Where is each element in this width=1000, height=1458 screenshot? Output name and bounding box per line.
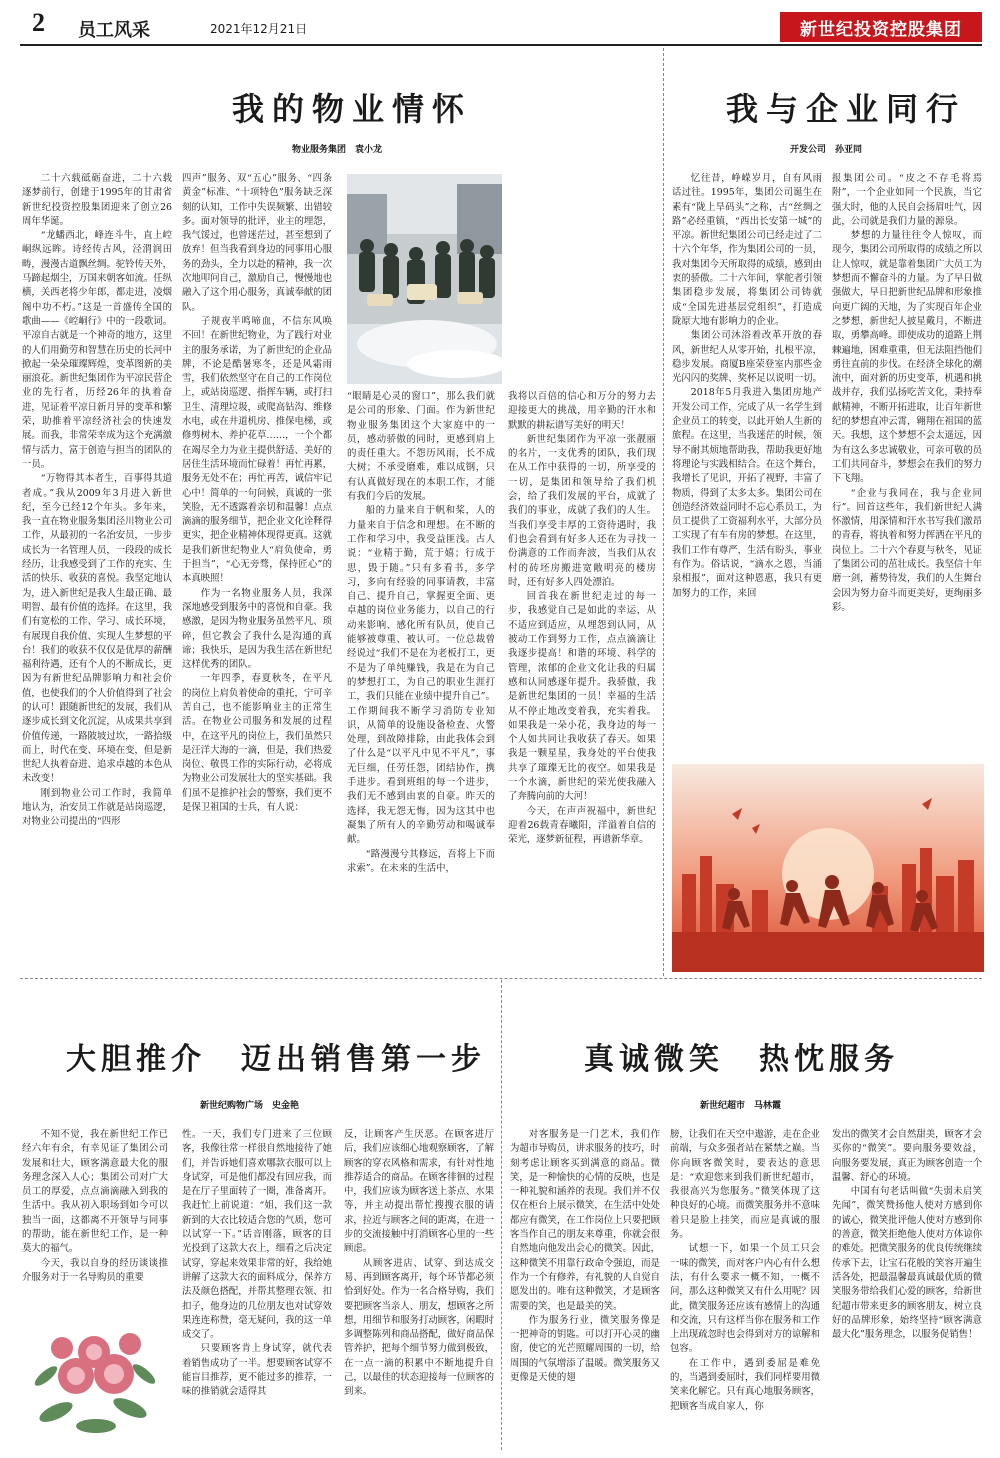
article-1-title: 我的物业情怀 [232, 90, 473, 128]
column-divider-top [663, 48, 664, 976]
article-4-title: 真诚微笑 热忱服务 [584, 1042, 899, 1077]
article-3-byline: 新世纪购物广场 史金艳 [200, 1101, 300, 1111]
column-divider-bottom [501, 980, 502, 1450]
article-3-col-1: 不知不觉，我在新世纪工作已经六年有余，有幸见证了集团公司发展和壮大，顾客满意最大化的服务理念深入人心；集团公司对广大员工的厚爱，点点滴滴融入到我的生活中。我从初入职场到如今可以独当一面，这都离不开领导与同事的帮助，能在新世纪工作，是一种莫大的福气。 今天，我以自身的经历谈谈推介服务对于一名导购员的重要 [22, 1129, 168, 1283]
article-4-col-2: 膀，让我们在天空中遨游，走在企业前端，与众多强者站在紧禁之巅。当你向顾客微笑时，要表达的意思是：“欢迎您来到我们新世纪超市，我很高兴为您服务。”微笑体现了这种良好的心境。而微笑服务并不意味着只是脸上挂笑，而应是真诚的服务。 试想一下，如果一个员工只会一味的微笑，而对客户内心有什么想法，有什么要求一概不知，一概不问，那么这种微笑又有什么用呢？因此，微笑服务还应该有感情上的沟通和交流，只有这样当你在服务和工作上出现疏忽时也会得到对方的谅解和包容。 在工作中，遇到委屈是难免的，当遇到委屈时，我们同样要用微笑来化解它。只有真心地服务顾客，把顾客当成自家人，你 [670, 1129, 820, 1412]
article-2-col-2: 报集团公司。“皮之不存毛将焉附”，一个企业如同一个民族，当它强大时，他的人民自会扬眉吐气，因此，公司就是我们力量的源泉。 梦想的力量往往令人惊叹，而现今，集团公司所取得的成绩之所以让人惊叹，就是靠着集团广大员工为梦想而不懈奋斗的力量。为了早日做强做大，早日把新世纪品牌和形象推向更广阔的天地，为了实现百年企业之梦想，新世纪人披星戴月，不断进取，勇攀高峰。即使成功的道路上荆棘遍地，困难重重，但无法阻挡他们勇往直前的步伐。在经济全球化的潮流中，面对新的历史变革，机遇和挑战并存，我们弘扬吃苦文化，秉持奉献精神，不断开拓进取，让百年新世纪的梦想直冲云霄，翱翔在祖国的蓝天。我想，这个梦想不会太遥远，因为有这么多忠诚敬业，可亲可敬的员工们共同奋斗，梦想会在我们的努力下飞翔。 “企业与我同在，我与企业同行”。回首这些年，我们新世纪人满怀激情，用深情和汗水书写我们激昂的青春，将执着和努力挥洒在平凡的岗位上。二十六个春夏与秋冬，见证了集团公司的茁壮成长。我坚信十年磨一剑，蓄势待发，我们的人生舞台会因为努力奋斗而更美好，更绚丽多彩。 [832, 173, 982, 613]
article-4-col-1: 对客服务是一门艺术，我们作为超市导购员，讲求服务的技巧，时刻考虑让顾客买到满意的商品。微笑，是一种愉快的心情的反映，也是一种礼貌和涵养的表现。我们并不仅仅在柜台上展示微笑，在生活中处处都应有微笑，在工作岗位上只要把顾客当作自己的朋友来尊重，你就会很自然地向他发出会心的微笑。因此，这种微笑不用靠行政命令强迫，而是作为一个有修养，有礼貌的人自觉自愿发出的。唯有这种微笑，才是顾客需要的笑，也是最美的笑。 作为服务行业，微笑服务像是一把神奇的钥匙。可以打开心灵的幽窗，使它的光芒照耀周围的一切，给周围的气氛增添了温暖。微笑服务又更像是天使的翅 [510, 1129, 660, 1384]
article-1-col-2: 四声”服务、双“五心”服务、“四条黄金”标准、“十项特色”服务缺乏深刻的认知，工作中失误频繁、出错较多。面对领导的批评，业主的埋怨，我气馁过，也曾迷茫过，甚至想到了放弃！但当我看到身边的同事用心服务的劲头，全力以赴的精神，我一次次地叩问自己，激励自己，慢慢地也融入了这个用心服务，真诚奉献的团队。 子规夜半鸣啼血，不信东风唤不回！在新世纪物业，为了践行对业主的服务承诺，为了新世纪的企业品牌，不论是酷暑寒冬，还是风霜雨雪，我们依然坚守在自己的工作岗位上，或站岗巡逻、指挥车辆，或打扫卫生、清理垃圾，或爬高钻沟、维修水电，或在井道机房、推保电梯，或修剪树木、养护花草……，一个个都在竭尽全力为业主提供舒适、美好的居住生活环境而忙碌着！再忙再累，服务无处不在；再忙再苦，诚信牢记心中！简单的一句问候，真诚的一张笑脸，无不透露着亲切和温馨！点点滴滴的服务细节，把企业文化诠释得更实，把企业精神体现得更真。这就是我们新世纪物业人“肩负使命，勇于担当”，“心无旁骛，保持匠心”的本真映照！ 作为一名物业服务人员，我深深地感受到服务中的喜悦和自豪。我感激，是因为物业服务虽然平凡、琐碎，但它教会了我什么是沟通的真谛；我快乐，是因为我生活在新世纪这样优秀的团队。 一年四季，春夏秋冬，在平凡的岗位上肩负着使命的重托，宁可辛苦自己，也不能影响业主的正常生活。在物业公司服务和发展的过程中，在这平凡的岗位上，我们虽然只是汪洋大海的一滴，但是，我们热爱岗位、敬畏工作的实际行动，必将成为物业公司发展壮大的坚实基础。我们虽不是推护社会的警察，我们更不是保卫祖国的士兵，有人说： [182, 173, 332, 814]
runners-poster-image [672, 764, 984, 972]
article-3-title: 大胆推介 迈出销售第一步 [66, 1042, 486, 1077]
flood-rescue-illustration [347, 174, 502, 384]
flood-rescue-photo [347, 174, 502, 384]
article-1-col-3: “眼睛是心灵的窗口”，那么我们就是公司的形象、门面。作为新世纪物业服务集团这个大家庭中的一员，感动骄傲的同时，更感到肩上的责任重大。不怨历风雨，长不成大树；不承受磨难，难以成钢，只有认真做好现在的本职工作，才能有我们今后的发展。 船的力量来自于帆和桨，人的力量来自于信念和理想。在不断的工作和学习中，我受益匪浅。古人说：“业精于勤，荒于嬉；行成于思，毁于随。”只有多看书，多学习，多向有经验的同事请教，丰富自己、提升自己，掌握更全面、更卓越的岗位业务能力，以自己的行动来影响、感化所有队员，使自己能够被尊重、被认可。一位总裁曾经说过“我们不是在为老板打工，更不是为了单纯赚钱，我是在为自己的梦想打工，为自己的职业生涯打工，我们只能在业绩中提升自己”。工作期间我不断学习消防专业知识，从简单的设施设备检查、火警处理，到故障排除，由此我体会到了什么是“以平凡中见不平凡”，事无巨细，任劳任怨，团结协作，携手进步。看到班组的每一个进步，我们无不感到由衷的自豪。昨天的选择，我无怨无悔，因为这其中也凝集了所有人的辛勤劳动和喝诚奉献。 “路漫漫兮其修远，吾将上下而求索”。在未来的生活中， [347, 391, 495, 874]
section-divider [20, 978, 982, 979]
article-3-col-3: 反，让顾客产生厌恶。在顾客进厅后，我们应该细心地观察顾客，了解顾客的穿衣风格和需求，有针对性地推荐适合的商品。在顾客徘徊的过程中，我们应该为顾客送上茶点、水果等，并主动提出帮忙搜搜衣服的请求，拉近与顾客之间的距离，在进一步的交流接触中打消顾客心里的一些顾虑。 从顾客进店、试穿、到达成交易、再到顾客离开，每个环节都必须恰到好处。作为一名合格导购，我们要把顾客当亲人、朋友，想顾客之所想，用细节和服务打动顾客，闲暇时多调整陈列和商品搭配，做好商品保管养护，把每个细节努力做到极致，在一点一滴的积累中不断地提升自己，以最佳的状态迎接每一位顾客的到来。 [344, 1129, 494, 1398]
article-4-byline: 新世纪超市 马林霞 [700, 1101, 782, 1111]
page-header [20, 8, 982, 42]
flower-drawing [26, 1316, 164, 1444]
runners-illustration [672, 764, 984, 972]
flower-illustration [26, 1316, 164, 1444]
article-3-col-2: 性。一天，我们专门进来了三位顾客，我像往常一样很自然地接待了她们，并告诉她们喜欢哪款衣服可以上身试穿，可是他们都没有回应我，而是在厅子里面转了一圈，准备离开。我赶忙上前说道：“姐，我们这一款新到的大衣比较适合您的气质，您可以试穿一下。”话音刚落，顾客的目光投到了这款大衣上，细看之后决定试穿，穿起来效果非常的好，我给她讲解了这款大衣的面料成分，保养方法及颜色搭配，并帮其整理衣领、扣扣子，他身边的几位朋友也对试穿效果连连称赞，毫无疑问，我的这一单成交了。 只要顾客肯上身试穿，就代表着销售成功了一半。想要顾客试穿不能盲目推荐，更不能过多的推荐，一味的推销就会适得其 [182, 1129, 332, 1398]
article-1-byline: 物业服务集团 袁小龙 [292, 145, 383, 155]
section-name: 员工风采 [78, 20, 150, 41]
article-2-col-1: 忆往昔，峥嵘岁月，自有风雨话过往。1995年，集团公司诞生在素有“陇上旱码头”之称，古“丝绸之路”必经重镇，“西出长安第一城”的平凉。新世纪集团公司已经走过了二十六个年华，作为集团公司的一员，我对集团今天所取得的成绩，感到由衷的骄傲。二十六年间，掌舵者引领集团稳步发展，将集团公司铸就成“全国先进基层党组织”，打造成陇原大地有影响力的企业。 集团公司沐浴着改革开放的春风，新世纪人从零开始，扎根平凉，稳步发展。商厦B座荣登室内那些金光闪闪的奖牌、奖杯足以说明一切。 2018年5月我进入集团房地产开发公司工作，完成了从一名学生到企业员工的转变，以此开始人生新的旅程。在这里，当我迷茫的时候，领导不耐其烦地帮助我，帮助我更好地将理论与实践相结合。在这个舞台，我增长了见识，开拓了视野，丰富了物质，得到了太多太多。集团公司在创造经济效益同时不忘心系员工，为员工提供了工资福利水平，大部分员工实现了有车有房的梦想。在这里，我们工作有尊严，生活有盼头，事业有作为。俗话说，“滴水之恩，当涌泉相报”，面对这种恩惠，我只有更加努力的工作，来回 [672, 173, 822, 599]
article-1-col-4: 我将以百倍的信心和万分的努力去迎接更大的挑战，用辛勤的汗水和默默的耕耘谱写美好的明天！ 新世纪集团作为平凉一张靓丽的名片，一支优秀的团队，我们现在从工作中获得的一切，所享受的一切，是集团和领导给了我们机会，给了我们发展的平台，成就了我们的事业，成就了我们的人生。当我们享受丰厚的工资待遇时，我们也会看到有好多人还在为寻找一份满意的工作而奔波，当我们从农村的砖坯房搬进宽敞明亮的楼房时，还有好多人四处漂泊。 回首我在新世纪走过的每一步，我感觉自己是如此的幸运，从不适应到适应，从埋怨到认同，从被动工作到努力工作，点点滴滴让我逐步提高！和谐的环境、科学的管理，浓郁的企业文化让我的归属感和认同感逐年提升。我骄傲，我是新世纪集团的一员！幸福的生活从不停止地改变着我，充实着我。如果我是一朵小花，我身边的每一个人如共同让我收获了春天。如果我是一颗星星，我身处的平台使我共享了璀璨无比的夜空。如果我是一个水滴，新世纪的荣光使我融入了奔腾向前的大河！ 今天，在声声祝福中，新世纪迎着26载青春曦阳，洋溢着自信的荣光，逐梦新征程，再谱新华章。 [508, 391, 656, 846]
publication-date: 2021年12月21日 [210, 22, 308, 36]
article-4-col-3: 发出的微笑才会自然甜美，顾客才会买你的“微笑”。要向服务要效益，向服务要发展，真正为顾客创造一个温馨、舒心的环境。 中国有句老话叫做“失弱未启笑先闻”，微笑赞扬他人使对方感到你的诚心，微笑批评他人使对方感到你的善意，微笑拒绝他人使对方体谅你的难处。把微笑服务的优良传统继续传承下去，让宝石花般的笑容开遍生活各处，把最温馨最真诚最优质的微笑服务带给我们心爱的顾客，给新世纪超市带来更多的顾客朋友，树立良好的品牌形象，始终坚持“顾客满意最大化”服务理念，以服务促销售！ [832, 1129, 982, 1341]
page-number: 2 [32, 8, 45, 37]
article-2-title: 我与企业同行 [726, 90, 967, 128]
masthead-logo: 新世纪投资控股集团 [780, 12, 982, 42]
header-rule [20, 44, 982, 46]
article-1-col-1: 二十六载砥砺奋进，二十六载逐梦前行，创建于1995年的甘肃省新世纪投资控股集团迎来了创立26周年华诞。 “龙蟠西北，峰连斗牛，直上崆峒纵远眸。诗经传古风，泾渭润田畴，漫漫古道飘丝绸。驼铃传天外，马蹄起烟尘，万国来朝客如流。任纵横，关西老将少年郎，都走进，凌烟阁中功不朽。”这是一首盛传全国的歌曲——《崆峒行》中的一段歌词。平凉自古就是一个神奇的地方，这里的人们用勤劳和智慧在历史的长河中掀起一朵朵璀璨辉煌，变革图新的美丽浪花。新世纪集团作为平凉民营企业的先行者，历经26年的执着奋进，见证着平凉日新月异的变革和繁荣，助推着平凉经济社会的快速发展。而我，非常荣幸成为这个充满激情与活力，富于创造与担当的团队的一员。 “万物得其本者生，百事得其道者成。”我从2009年3月进入新世纪，至今已经12个年头。多年来，我一直在物业服务集团泾川物业公司工作，从最初的一名治安员，一步步成长为一名管理人员，一段段的成长经历，让我感受到了工作的充实、生活的快乐、收获的喜悦。我坚定地认为，进入新世纪是我人生最正确、最明智、最有价值的选择。在这里，我们有宽松的工作、学习、成长环境，有展现自我价值、实现人生梦想的平台！我们的收获不仅仅是优厚的薪酬福利待遇，还有个人的不断成长，更因为有新世纪品牌影响力和社会价值，也使我们的个人价值得到了社会的认可！跟随新世纪的发展，我们从逐步成长到文化沉淀，从成果共享到价值传递，一路陂坡过坎，一路拾级而上，时代在变、环境在变，但是新世纪人执着奋进、追求卓越的本色从未改变！ 刚到物业公司工作时，我简单地认为，治安员工作就是站岗巡逻，对物业公司提出的“四形 [22, 173, 172, 828]
article-2-byline: 开发公司 孙亚同 [790, 145, 863, 155]
